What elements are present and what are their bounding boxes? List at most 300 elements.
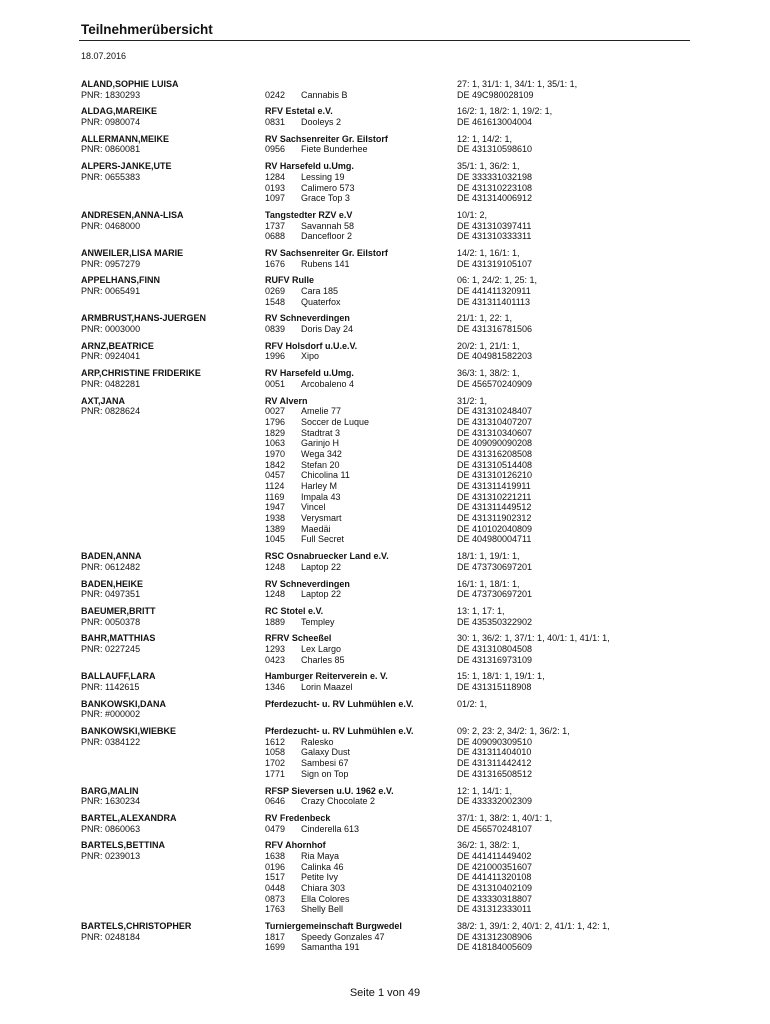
pnr-number: 1142615 <box>105 682 140 692</box>
horse-name: Ella Colores <box>301 893 350 904</box>
codes-column <box>457 275 697 307</box>
horse-number: 0457 <box>265 470 286 481</box>
report-date: 18.07.2016 <box>81 51 127 61</box>
horse-number: 1699 <box>265 942 286 953</box>
pnr-label: PNR: <box>81 351 103 362</box>
participant-entry <box>81 840 770 915</box>
horse-number: 1889 <box>265 616 286 627</box>
horse-passport-number: DE 404981582203 <box>457 351 533 362</box>
horse-number: 1737 <box>265 220 286 231</box>
horse-name: Galaxy Dust <box>301 747 351 758</box>
horse-number: 0873 <box>265 893 286 904</box>
horse-name: Ria Maya <box>301 850 340 861</box>
horse-passport-number: DE 409090309510 <box>457 736 533 747</box>
pnr-label: PNR: <box>81 171 103 182</box>
horse-name: Sign on Top <box>301 768 349 779</box>
participant-entry <box>81 161 770 204</box>
participant-info-column <box>81 726 265 779</box>
horse-passport-number: DE 431316781506 <box>457 324 533 335</box>
club-horse-column <box>265 106 457 127</box>
horse-line <box>265 492 457 503</box>
participant-name: ALLERMANN,MEIKE <box>81 133 169 144</box>
horse-passport-number: DE 473730697201 <box>457 589 533 600</box>
pnr-label: PNR: <box>81 709 103 720</box>
start-codes: 27: 1, 31/1: 1, 34/1: 1, 35/1: 1, <box>457 79 578 89</box>
horse-line <box>265 183 457 194</box>
horse-passport-number: DE 431310402109 <box>457 883 533 893</box>
participant-entry <box>81 921 770 953</box>
participant-list <box>0 79 770 959</box>
club-horse-column <box>265 813 457 834</box>
horse-name: Laptop 22 <box>301 561 342 572</box>
start-codes: 15: 1, 18/1: 1, 19/1: 1, <box>457 671 545 682</box>
participant-info-column <box>81 161 265 204</box>
participant-name: ALPERS-JANKE,UTE <box>81 161 172 172</box>
horse-name: Vincel <box>301 502 326 513</box>
pnr-label: PNR: <box>81 736 103 747</box>
horse-line <box>265 324 457 335</box>
horse-passport-number: DE 473730697201 <box>457 561 533 572</box>
horse-passport-number: DE 431310598610 <box>457 144 533 155</box>
club-name: RV Schneverdingen <box>265 313 350 324</box>
participant-info-column <box>81 368 265 389</box>
club-name: RUFV Rulle <box>265 275 315 286</box>
horse-line <box>265 562 457 573</box>
horse-number: 1045 <box>265 534 286 545</box>
pnr-line <box>81 172 265 183</box>
participant-entry <box>81 579 770 600</box>
horse-line <box>265 297 457 308</box>
horse-number: 1947 <box>265 502 286 513</box>
club-name: RV Schneverdingen <box>265 578 350 589</box>
horse-line <box>265 117 457 128</box>
page-number: Seite 1 von 49 <box>349 987 421 999</box>
participant-name: BARG,MALIN <box>81 785 139 796</box>
horse-name: Chiara 303 <box>301 883 346 893</box>
pnr-line <box>81 562 265 573</box>
participant-entry <box>81 813 770 834</box>
participant-name: ALAND,SOPHIE LUISA <box>81 79 179 89</box>
codes-column <box>457 248 697 269</box>
codes-column <box>457 134 697 155</box>
pnr-label: PNR: <box>81 850 103 861</box>
horse-line <box>265 851 457 862</box>
participant-name: ARNZ,BEATRICE <box>81 340 154 351</box>
club-horse-column <box>265 341 457 362</box>
participant-info-column <box>81 633 265 665</box>
horse-number: 1063 <box>265 438 286 449</box>
horse-line <box>265 428 457 439</box>
horse-number: 0193 <box>265 182 286 193</box>
horse-line <box>265 942 457 953</box>
horse-passport-number: DE 435350322902 <box>457 616 533 627</box>
club-name: RFV Holsdorf u.U.e.V. <box>265 340 358 351</box>
participant-entry <box>81 726 770 779</box>
pnr-number: 0482281 <box>105 378 141 389</box>
horse-line <box>265 172 457 183</box>
horse-line <box>265 144 457 155</box>
club-horse-column <box>265 210 457 242</box>
horse-name: Calimero 573 <box>301 182 355 193</box>
horse-name: Laptop 22 <box>301 589 342 600</box>
horse-name: Lex Largo <box>301 643 342 654</box>
horse-passport-number: DE 418184005609 <box>457 942 533 953</box>
participant-info-column <box>81 840 265 915</box>
club-horse-column <box>265 161 457 204</box>
pnr-line <box>81 379 265 390</box>
pnr-number: 1630234 <box>105 796 141 807</box>
horse-number: 1284 <box>265 171 286 182</box>
club-horse-column <box>265 79 457 100</box>
club-name: Hamburger Reiterverein e. V. <box>265 671 388 682</box>
horse-number: 1389 <box>265 523 286 534</box>
horse-name: Cannabis B <box>301 89 348 100</box>
horse-number: 1763 <box>265 904 286 915</box>
codes-column <box>457 106 697 127</box>
pnr-line <box>81 617 265 628</box>
horse-name: Calinka 46 <box>301 861 344 872</box>
horse-number: 0839 <box>265 324 286 335</box>
horse-line <box>265 883 457 894</box>
participant-entry <box>81 341 770 362</box>
start-codes: 36/3: 1, 38/2: 1, <box>457 368 520 379</box>
horse-name: Soccer de Luque <box>301 416 370 427</box>
participant-name: APPELHANS,FINN <box>81 275 161 286</box>
horse-line <box>265 502 457 513</box>
participant-entry <box>81 699 770 720</box>
horse-line <box>265 231 457 242</box>
horse-line <box>265 470 457 481</box>
participant-name: ANWEILER,LISA MARIE <box>81 247 184 258</box>
horse-name: Amelie 77 <box>301 406 342 417</box>
pnr-line <box>81 796 265 807</box>
pnr-line <box>81 221 265 232</box>
club-name: RFV Ahornhof <box>265 840 326 851</box>
participant-info-column <box>81 579 265 600</box>
pnr-label: PNR: <box>81 144 103 155</box>
codes-column <box>457 840 697 915</box>
horse-number: 1638 <box>265 850 286 861</box>
pnr-label: PNR: <box>81 220 103 231</box>
start-codes: 37/1: 1, 38/2: 1, 40/1: 1, <box>457 812 553 823</box>
horse-line <box>265 460 457 471</box>
horse-line <box>265 872 457 883</box>
start-codes: 20/2: 1, 21/1: 1, <box>457 340 520 351</box>
horse-line <box>265 534 457 545</box>
horse-number: 1548 <box>265 296 286 307</box>
horse-passport-number: DE 431316973109 <box>457 654 533 665</box>
horse-name: Xipo <box>301 351 320 362</box>
club-name: Turniergemeinschaft Burgwedel <box>265 921 402 932</box>
start-codes: 01/2: 1, <box>457 698 488 709</box>
pnr-number: 0860063 <box>105 823 141 834</box>
codes-column <box>457 579 697 600</box>
horse-number: 1612 <box>265 736 286 747</box>
codes-column <box>457 606 697 627</box>
horse-number: 1169 <box>265 491 285 502</box>
club-name: RV Sachsenreiter Gr. Eilstorf <box>265 133 388 144</box>
pnr-number: 0384122 <box>105 736 141 747</box>
pnr-number: 0957279 <box>105 258 141 269</box>
horse-name: Wega 342 <box>301 448 342 459</box>
pnr-label: PNR: <box>81 682 103 692</box>
participant-info-column <box>81 786 265 807</box>
start-codes: 12: 1, 14/2: 1, <box>457 133 513 144</box>
horse-line <box>265 406 457 417</box>
horse-passport-number: DE 431316508512 <box>457 768 533 779</box>
codes-column <box>457 671 697 692</box>
club-horse-column <box>265 368 457 389</box>
horse-passport-number: DE 431311449512 <box>457 502 532 513</box>
codes-column <box>457 396 697 546</box>
pnr-number: 0050378 <box>105 616 141 627</box>
horse-line <box>265 524 457 535</box>
start-codes: 16/1: 1, 18/1: 1, <box>457 578 520 589</box>
club-horse-column <box>265 551 457 572</box>
start-codes: 31/2: 1, <box>457 395 488 406</box>
horse-number: 1058 <box>265 747 286 758</box>
horse-line <box>265 617 457 628</box>
club-name: RV Alvern <box>265 395 308 406</box>
participant-info-column <box>81 699 265 720</box>
horse-passport-number: DE 333331032198 <box>457 171 533 182</box>
horse-number: 1097 <box>265 193 286 204</box>
horse-line <box>265 513 457 524</box>
horse-line <box>265 221 457 232</box>
club-horse-column <box>265 248 457 269</box>
pnr-line <box>81 824 265 835</box>
horse-number: 0051 <box>265 378 286 389</box>
pnr-label: PNR: <box>81 324 103 335</box>
participant-info-column <box>81 275 265 307</box>
horse-line <box>265 379 457 390</box>
club-name: RSC Osnabruecker Land e.V. <box>265 551 389 562</box>
horse-name: Charles 85 <box>301 654 345 665</box>
codes-column <box>457 633 697 665</box>
pnr-line <box>81 259 265 270</box>
participant-info-column <box>81 551 265 572</box>
horse-name: Verysmart <box>301 513 342 524</box>
horse-name: Samantha 191 <box>301 942 360 953</box>
start-codes: 12: 1, 14/1: 1, <box>457 785 513 796</box>
pnr-line <box>81 851 265 862</box>
codes-column <box>457 921 697 953</box>
pnr-label: PNR: <box>81 589 103 600</box>
start-codes: 38/2: 1, 39/1: 2, 40/1: 2, 41/1: 1, 42: 1, <box>457 921 610 932</box>
horse-number: 1970 <box>265 448 286 459</box>
horse-passport-number: DE 431312333011 <box>457 904 532 915</box>
horse-passport-number: DE 431311419911 <box>457 481 531 491</box>
start-codes: 14/2: 1, 16/1: 1, <box>457 247 520 258</box>
horse-name: Harley M <box>301 481 338 491</box>
horse-line <box>265 644 457 655</box>
participant-entry <box>81 786 770 807</box>
horse-passport-number: DE 421000351607 <box>457 861 533 872</box>
club-name: Pferdezucht- u. RV Luhmühlen e.V. <box>265 698 414 709</box>
horse-passport-number: DE 431312308906 <box>457 931 533 942</box>
horse-line <box>265 758 457 769</box>
horse-name: Doris Day 24 <box>301 324 354 335</box>
horse-line <box>265 90 457 101</box>
club-horse-column <box>265 786 457 807</box>
horse-name: Ralesko <box>301 736 334 747</box>
pnr-number: 0612482 <box>105 561 141 572</box>
horse-passport-number: DE 431316208508 <box>457 448 533 459</box>
pnr-number: 0655383 <box>105 171 141 182</box>
pnr-label: PNR: <box>81 117 103 128</box>
participant-name: BADEN,HEIKE <box>81 578 144 589</box>
participant-info-column <box>81 813 265 834</box>
horse-name: Quaterfox <box>301 296 341 307</box>
pnr-line <box>81 286 265 297</box>
club-horse-column <box>265 671 457 692</box>
participant-entry <box>81 313 770 334</box>
pnr-line <box>81 117 265 128</box>
pnr-line <box>81 324 265 335</box>
participant-name: ANDRESEN,ANNA-LISA <box>81 209 184 220</box>
participant-name: BANKOWSKI,WIEBKE <box>81 726 176 737</box>
pnr-label: PNR: <box>81 89 103 100</box>
title-divider <box>79 40 690 41</box>
participant-entry <box>81 248 770 269</box>
horse-passport-number: DE 431310407207 <box>457 416 533 427</box>
club-name: RV Harsefeld u.Umg. <box>265 368 354 379</box>
horse-number: 0448 <box>265 883 286 893</box>
pnr-number: 0860081 <box>105 144 141 155</box>
pnr-number: 0003000 <box>105 324 141 335</box>
pnr-number: 0239013 <box>105 850 141 861</box>
participant-entry <box>81 210 770 242</box>
horse-name: Cinderella 613 <box>301 823 360 834</box>
horse-passport-number: DE 431311404010 <box>457 747 532 758</box>
horse-passport-number: DE 431311902312 <box>457 513 532 524</box>
codes-column <box>457 368 697 389</box>
horse-line <box>265 862 457 873</box>
horse-number: 1248 <box>265 589 286 600</box>
horse-number: 1676 <box>265 258 286 269</box>
participant-name: BAEUMER,BRITT <box>81 605 156 616</box>
horse-number: 1293 <box>265 643 286 654</box>
club-horse-column <box>265 396 457 546</box>
club-name: RFV Estetal e.V. <box>265 106 333 117</box>
horse-name: Savannah 58 <box>301 220 355 231</box>
horse-passport-number: DE 49C980028109 <box>457 89 534 100</box>
horse-name: Lorin Maazel <box>301 682 353 692</box>
horse-number: 1817 <box>265 931 286 942</box>
horse-passport-number: DE 431311401113 <box>457 296 531 307</box>
horse-passport-number: DE 461613004004 <box>457 117 533 128</box>
pnr-number: 0980074 <box>105 117 141 128</box>
participant-name: BARTELS,CHRISTOPHER <box>81 921 192 932</box>
pnr-number: 1830293 <box>105 89 141 100</box>
horse-number: 1702 <box>265 758 286 769</box>
club-name: RC Stotel e.V. <box>265 605 324 616</box>
horse-name: Shelly Bell <box>301 904 344 915</box>
club-horse-column <box>265 921 457 953</box>
horse-passport-number: DE 441411320911 <box>457 286 531 296</box>
horse-passport-number: DE 431315118908 <box>457 682 532 692</box>
club-horse-column <box>265 134 457 155</box>
horse-passport-number: DE 456570248107 <box>457 823 533 834</box>
horse-line <box>265 449 457 460</box>
horse-passport-number: DE 404980004711 <box>457 534 532 545</box>
participant-info-column <box>81 313 265 334</box>
horse-name: Maedäi <box>301 523 331 534</box>
participant-entry <box>81 606 770 627</box>
participant-name: ARMBRUST,HANS-JUERGEN <box>81 313 207 324</box>
horse-line <box>265 932 457 943</box>
club-name <box>265 79 457 90</box>
horse-line <box>265 796 457 807</box>
start-codes: 13: 1, 17: 1, <box>457 605 505 616</box>
horse-passport-number: DE 431310397411 <box>457 220 532 231</box>
horse-line <box>265 655 457 666</box>
participant-entry <box>81 671 770 692</box>
participant-name: AXT,JANA <box>81 395 126 406</box>
start-codes: 35/1: 1, 36/2: 1, <box>457 161 520 172</box>
horse-number: 1796 <box>265 416 286 427</box>
club-name: RFSP Sieversen u.U. 1962 e.V. <box>265 785 394 796</box>
horse-number: 0423 <box>265 654 286 665</box>
participant-info-column <box>81 79 265 100</box>
club-name: Tangstedter RZV e.V <box>265 209 353 220</box>
start-codes: 10/1: 2, <box>457 209 488 220</box>
club-name: RFRV Scheeßel <box>265 633 332 644</box>
horse-name: Garinjo H <box>301 438 340 449</box>
codes-column <box>457 726 697 779</box>
club-horse-column <box>265 726 457 779</box>
pnr-label: PNR: <box>81 286 103 296</box>
start-codes: 36/2: 1, 38/2: 1, <box>457 840 520 851</box>
horse-passport-number: DE 456570240909 <box>457 378 533 389</box>
horse-line <box>265 481 457 492</box>
participant-info-column <box>81 210 265 242</box>
pnr-number: 0828624 <box>105 406 141 417</box>
horse-passport-number: DE 431310221211 <box>457 491 532 502</box>
club-horse-column <box>265 699 457 720</box>
horse-number: 1346 <box>265 682 286 692</box>
horse-line <box>265 351 457 362</box>
participant-entry <box>81 275 770 307</box>
horse-passport-number: DE 433332002309 <box>457 796 533 807</box>
participant-info-column <box>81 921 265 953</box>
participant-info-column <box>81 248 265 269</box>
pnr-line <box>81 406 265 417</box>
participant-info-column <box>81 106 265 127</box>
pnr-number: 0497351 <box>105 589 141 600</box>
horse-number: 0242 <box>265 89 286 100</box>
participant-info-column <box>81 671 265 692</box>
pnr-line <box>81 644 265 655</box>
horse-name: Arcobaleno 4 <box>301 378 355 389</box>
horse-number: 1842 <box>265 459 286 470</box>
club-name: Pferdezucht- u. RV Luhmühlen e.V. <box>265 726 414 737</box>
club-horse-column <box>265 579 457 600</box>
participant-info-column <box>81 134 265 155</box>
club-name: RV Fredenbeck <box>265 812 331 823</box>
participant-name: ALDAG,MAREIKE <box>81 106 157 117</box>
participant-entry <box>81 396 770 546</box>
pnr-number: 0227245 <box>105 643 141 654</box>
participant-name: ARP,CHRISTINE FRIDERIKE <box>81 368 201 379</box>
horse-passport-number: DE 431310514408 <box>457 459 533 470</box>
horse-name: Stadtrat 3 <box>301 427 341 438</box>
horse-number: 1996 <box>265 351 286 362</box>
horse-name: Fiete Bunderhee <box>301 144 368 155</box>
horse-line <box>265 193 457 204</box>
page-title: Teilnehmerübersicht <box>81 22 213 37</box>
horse-passport-number: DE 431310126210 <box>457 470 533 481</box>
